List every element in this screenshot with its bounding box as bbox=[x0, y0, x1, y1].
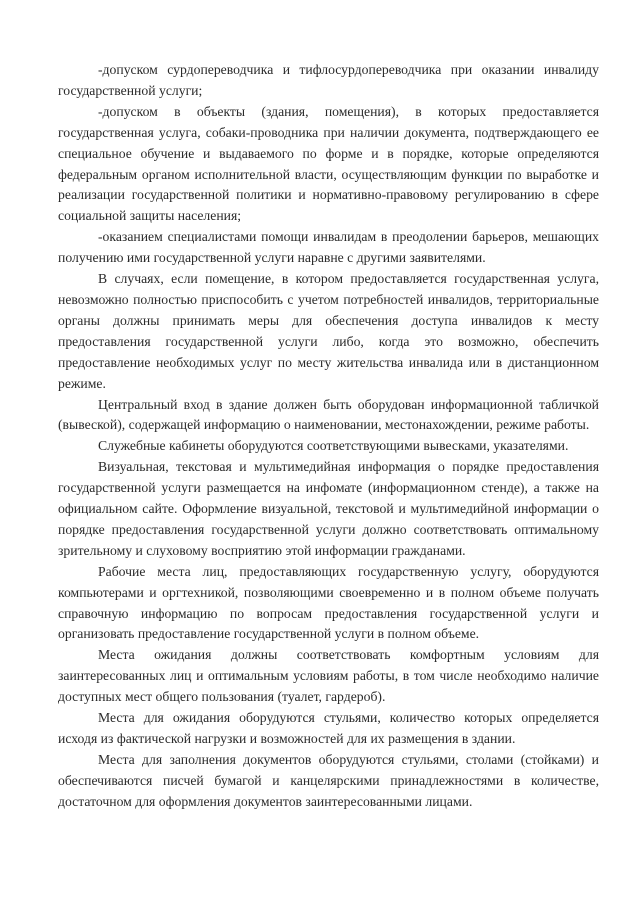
paragraph-visual-information: Визуальная, текстовая и мультимедийная информация о порядке предоставления государственной услуги размещается на инфомате (информационном стенде), а также на официальном сайте. Оформление визуальной, текстовой и мультимедийной информации о порядке предоставления государственной услуги должно соответствовать оптимальному зрительному и слуховому восприятию этой информации гражданами. bbox=[58, 459, 599, 558]
paragraph-guide-dog-access: -допуском в объекты (здания, помещения), в которых предоставляется государственная услуга, собаки-проводника при наличии документа, подтверждающего ее специальное обучение и выдаваемого по форме и в порядке, которые определяются федеральным органом исполнительной власти, осуществляющим функции по выработке и реализации государственной политики и нормативно-правовому регулированию в сфере социальной защиты населения; bbox=[58, 103, 599, 224]
paragraph-sign-language-interpreter: -допуском сурдопереводчика и тифлосурдопереводчика при оказании инвалиду государственной услуги; bbox=[58, 62, 599, 98]
paragraph-workplaces: Рабочие места лиц, предоставляющих государственную услугу, оборудуются компьютерами и оргтехникой, позволяющими своевременно и в полном объеме получать справочную информацию по вопросам предоставления государственной услуги и организовать предоставление государственной услуги в полном объеме. bbox=[58, 563, 599, 642]
paragraph-waiting-chairs: Места для ожидания оборудуются стульями, количество которых определяется исходя из фактической нагрузки и возможностей для их размещения в здании. bbox=[58, 710, 599, 746]
paragraph-waiting-areas: Места ожидания должны соответствовать комфортным условиям для заинтересованных лиц и оптимальным условиям работы, в том числе необходимо наличие доступных мест общего пользования (туалет, гардероб). bbox=[58, 647, 599, 705]
paragraph-premises-adaptation: В случаях, если помещение, в котором предоставляется государственная услуга, невозможно полностью приспособить с учетом потребностей инвалидов, территориальные органы должны принимать меры для обеспечения доступа инвалидов к месту предоставления государственной услуги либо, когда это возможно, обеспечить предоставление необходимых услуг по месту жительства инвалида или в дистанционном режиме. bbox=[58, 271, 599, 391]
paragraph-central-entrance: Центральный вход в здание должен быть оборудован информационной табличкой (вывеской), содержащей информацию о наименовании, местонахождении, режиме работы. bbox=[58, 396, 599, 433]
paragraph-specialist-assistance: -оказанием специалистами помощи инвалидам в преодолении барьеров, мешающих получению ими государственной услуги наравне с другими заявителями. bbox=[58, 229, 599, 266]
document-body bbox=[58, 60, 599, 813]
paragraph-document-filling-areas: Места для заполнения документов оборудуются стульями, столами (стойками) и обеспечиваются писчей бумагой и канцелярскими принадлежностями в количестве, достаточном для оформления документов заинтересованными лицами. bbox=[58, 751, 599, 809]
paragraph-office-signs: Служебные кабинеты оборудуются соответствующими вывесками, указателями. bbox=[98, 438, 569, 454]
